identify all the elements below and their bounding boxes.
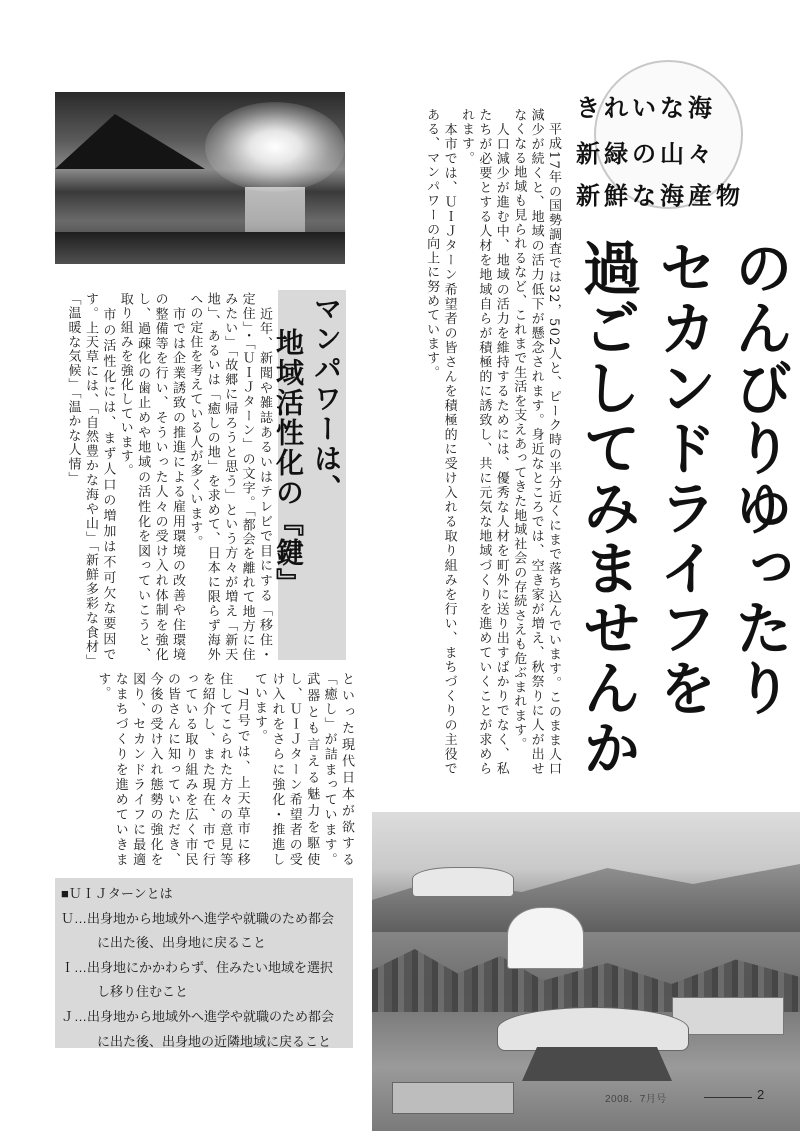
church-building xyxy=(507,907,584,969)
catch-phrase-seafood: 新鮮な海産物 xyxy=(576,181,744,210)
intro-paragraph: 平成17年の国勢調査では32，502人と、ピーク時の半分近くにまで落ち込んでいます。このまま人口減少が続くと、地域の活力低下が懸念されます。身近なところでは、空き家が増え、秋祭りに人が出せなくなる地域も見られるなど、これまで生活を支えあってきた地域社会の存続さえも危ぶまれます。 人口減少が進む中、地域の活力を維持するためには、優秀な人材を町外に送り出すばかりでなく、私たちが必要とする人材を地域自らが積極的に誘致し、共に元気な地域づくりを進めていくことが求められます。 本市では、ＵＩＪターン希望者の皆さんを積極的に受け入れる取り組みを行い、まちづくりの主役である、マンパワーの向上に努めています。 xyxy=(424,108,561,776)
catch-phrase-mountains: 新緑の山々 xyxy=(576,139,716,168)
shoreline xyxy=(55,232,345,264)
uij-line: に出た後、出身地の近隣地域に戻ること xyxy=(97,1033,332,1049)
uij-definition-box xyxy=(55,878,353,1048)
catch-phrase-sea: きれいな海 xyxy=(576,93,716,122)
subheading xyxy=(272,294,345,656)
footer-rule xyxy=(704,1097,752,1098)
headline xyxy=(565,238,797,858)
uij-prefix: Ｉ… xyxy=(61,959,88,975)
gymnasium-building xyxy=(412,867,514,897)
mountain-silhouette xyxy=(55,114,205,169)
issue-date: 2008．7月号 xyxy=(605,1094,667,1105)
uij-prefix: Ｕ… xyxy=(61,910,88,926)
sunset-photo xyxy=(55,92,345,264)
headline-line-3: 過ごしてみませんか xyxy=(573,238,641,778)
headline-line-2: セカンドライフを xyxy=(649,238,717,718)
roof xyxy=(522,1047,672,1081)
dome-building xyxy=(497,1007,689,1051)
subheading-line-2: 地域活性化の『鍵』 xyxy=(272,328,305,598)
uij-line: に出た後、出身地に戻ること xyxy=(97,935,267,951)
uij-line: し移り住むこと xyxy=(97,984,189,1000)
uij-item-j xyxy=(61,1005,353,1030)
building xyxy=(392,1082,514,1114)
sun-glow xyxy=(205,102,345,192)
uij-line: 出身地から地域外へ進学や就職のため都会 xyxy=(87,910,335,926)
headline-line-1: のんびりゆったり xyxy=(725,238,793,718)
uij-prefix: Ｊ… xyxy=(61,1008,88,1024)
uij-title: ■ＵＩＪターンとは xyxy=(61,886,173,901)
page-number: 2 xyxy=(757,1087,765,1102)
uij-item-i xyxy=(61,956,353,981)
left-column-top: 近年、新聞や雑誌あるいはテレビで目にする「移住・定住」・「ＵＩＪターン」の文字。「都会を離れて地方に住みたい」「故郷に帰ろうと思う」という方々が増え「新天地」、あるいは「癒しの地」を求めて、日本に限らず海外への定住を考えている人が多くいます。 市では企業誘致の推進による雇用環境の改善や住環境の整備等を行い、そういった人々の受け入れ体制を強化し、過疎化の歯止めや地域の活性化を図っていこうと、取り組みを強化しています。 市の活性化には、まず人口の増加は不可欠な要因です。上天草には、「自然豊かな海や山」「新鮮多彩な食材」「温暖な気候」「温かな人情」 xyxy=(65,292,272,662)
uij-item-u xyxy=(61,907,353,932)
left-column-bottom: といった現代日本が欲する「癒し」が詰まっています。武器とも言える魅力を駆使し、ＵＩＪターン希望者の受け入れをさらに強化・推進しています。 7月号では、上天草市に移住してこられた方々の意見等を紹介し、また現在、市で行っている取り組みを広く市民の皆さんに知っていただき、今後の受け入れ態勢の強化を図り、セカンドライフに最適なまちづくりを進めていきます。 xyxy=(95,672,354,867)
subheading-line-1: マンパワーは、 xyxy=(310,294,343,504)
uij-line: 出身地にかかわらず、住みたい地域を選択 xyxy=(87,959,333,975)
town-aerial-photo xyxy=(372,812,800,1131)
uij-line: 出身地から地域外へ進学や就職のため都会 xyxy=(87,1008,335,1024)
